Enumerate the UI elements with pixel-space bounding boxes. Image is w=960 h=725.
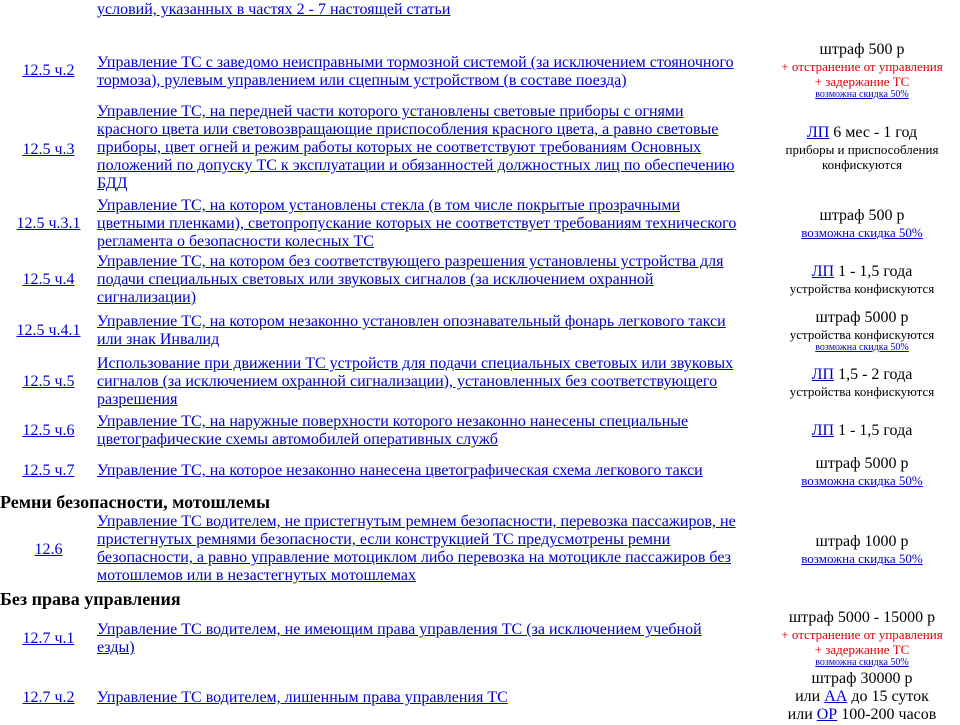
desc-line: БДД [97,175,128,192]
article-code-link[interactable]: 12.5 ч.7 [22,462,75,479]
article-code-12-5-5[interactable] [0,373,97,391]
penalty-term: 1 - 1,5 года [838,422,913,439]
desc-line: мотошлемов или в незастегнутых мотошлемах [97,567,417,584]
desc-line: тормоза), рулевым управлением или сцепным устройством (в составе поезда) [97,72,627,89]
desc-line: разрешения [97,391,178,408]
penalty-12-5-3-1 [764,207,960,240]
article-desc-12-5-3[interactable] [97,103,757,193]
penalty-extra: + задержание ТС [814,642,910,657]
penalty-note: приборы и приспособления [785,142,939,157]
desc-line: Управление ТС водителем, лишенным права управления ТС [97,689,508,706]
penalty-community-work [764,706,960,724]
or-link[interactable]: ОР [816,706,838,723]
desc-line: Управление ТС водителем, не пристегнутым ремнем безопасности, перевозка пассажиров, не [97,513,736,530]
desc-line: Управление ТС, на котором незаконно установлен опознавательный фонарь легкового такси [97,313,726,330]
article-code-link[interactable]: 12.6 [34,541,63,558]
penalty-12-7-1 [764,609,960,669]
desc-line: сигнализации) [97,289,197,306]
penalty-12-5-2 [764,41,960,101]
penalty-fine: штраф 500 р [819,41,905,58]
desc-line: приборы, цвет огней и режим работы которых не соответствуют требованиям Основных [97,139,702,156]
penalty-fine: штраф 5000 р [815,455,909,472]
article-code-link[interactable]: 12.5 ч.3 [22,141,75,158]
desc-line: Управление ТС, на передней части которого установлены световые приборы с огнями [97,103,684,120]
penalty-term: 1,5 - 2 года [838,366,913,383]
penalty-arrest [764,688,960,706]
penalty-note: конфискуются [821,157,903,172]
lp-link[interactable]: ЛП [811,422,835,439]
article-code-link[interactable]: 12.5 ч.3.1 [16,215,81,232]
penalty-extra: + задержание ТС [814,74,910,89]
penalty-12-5-6 [764,422,960,440]
arrest-term: до 15 суток [851,688,929,705]
penalty-fine: штраф 5000 - 15000 р [788,609,936,626]
article-code-12-7-1[interactable] [0,630,97,648]
or-word: или [795,688,821,705]
article-code-link[interactable]: 12.5 ч.5 [22,373,75,390]
penalty-extra: + отстранение от управления [781,59,943,74]
penalty-lp [764,422,960,440]
penalty-extra: + отстранение от управления [781,627,943,642]
article-code-12-6[interactable] [0,541,97,559]
or-word: или [787,706,813,723]
desc-line: сигналов (за исключением охранной сигнализации), установленных без соответствующего [97,373,718,390]
lp-link[interactable]: ЛП [811,366,835,383]
article-desc-12-5-7[interactable] [97,462,757,480]
article-desc-12-5-6[interactable] [97,413,757,449]
desc-line: Управление ТС, на которое незаконно нанесена цветографическая схема легкового такси [97,462,703,479]
discount-link[interactable]: возможна скидка 50% [801,225,923,240]
desc-line: подачи специальных световых или звуковых сигналов (за исключением охранной [97,271,654,288]
desc-line: положений по допуску ТС к эксплуатации и обязанностей должностных лиц по обеспечению [97,157,735,174]
desc-line: Управление ТС с заведомо неисправными тормозной системой (за исключением стояночного [97,54,734,71]
article-code-12-5-3-1[interactable] [0,215,97,233]
article-desc-12-7-2[interactable] [97,689,757,707]
penalty-note: устройства конфискуются [789,384,935,399]
penalty-fine: штраф 500 р [819,207,905,224]
section-heading-belts: Ремни безопасности, мотошлемы [0,492,271,512]
desc-line: Управление ТС, на наружные поверхности которого незаконно нанесены специальные [97,413,689,430]
penalty-12-7-2 [764,670,960,724]
work-term: 100-200 часов [841,706,937,723]
penalty-note: устройства конфискуются [789,327,935,342]
penalty-lp [764,366,960,384]
desc-line: Управление ТС водителем, не имеющим права управления ТС (за исключением учебной [97,621,702,638]
desc-line: регламента о безопасности колесных ТС [97,233,374,250]
desc-line: безопасности, а равно управление мотоциклом либо перевозка на мотоцикле пассажиров без [97,549,731,566]
article-desc-12-5-4-1[interactable] [97,313,757,349]
article-code-link[interactable]: 12.7 ч.1 [22,630,75,647]
article-desc-12-7-1[interactable] [97,621,757,657]
penalty-12-5-4 [764,263,960,296]
discount-link[interactable]: возможна скидка 50% [815,657,909,668]
penalty-note: устройства конфискуются [789,281,935,296]
desc-line: цветографические схемы автомобилей оперативных служб [97,431,498,448]
article-code-12-7-2[interactable] [0,689,97,707]
article-code-12-5-6[interactable] [0,422,97,440]
desc-line: цветными пленками), светопропускание которых не соответствует требованиям технического [97,215,737,232]
desc-line: условий, указанных в частях 2 - 7 настоящей статьи [97,1,451,18]
aa-link[interactable]: АА [824,688,848,705]
desc-line: пристегнутых ремнями безопасности, если конструкцией ТС предусмотрены ремни [97,531,671,548]
penalty-fine: штраф 30000 р [811,670,913,687]
desc-line: Использование при движении ТС устройств для подачи специальных световых или звуковых [97,355,734,372]
penalty-12-5-7 [764,455,960,488]
penalty-fine: штраф 5000 р [815,309,909,326]
discount-link[interactable]: возможна скидка 50% [815,89,909,100]
article-desc-12-5-3-1[interactable] [97,197,757,251]
desc-line: красного цвета или световозвращающие приспособления красного цвета, а равно световые [97,121,719,138]
article-code-12-5-4-1[interactable] [0,322,97,340]
article-code-12-5-3[interactable] [0,141,97,159]
article-code-12-5-4[interactable] [0,271,97,289]
penalty-fine: штраф 1000 р [815,533,909,550]
article-code-12-5-7[interactable] [0,462,97,480]
discount-link[interactable]: возможна скидка 50% [801,473,923,488]
article-desc-12-5-2[interactable] [97,54,757,90]
discount-link[interactable]: возможна скидка 50% [801,551,923,566]
top-fragment-link[interactable] [97,1,757,19]
desc-line: Управление ТС, на котором установлены стекла (в том числе покрытые прозрачными [97,197,681,214]
penalty-12-5-4-1 [764,309,960,354]
penalty-term: 1 - 1,5 года [838,263,913,280]
desc-line: езды) [97,639,135,656]
article-code-link[interactable]: 12.5 ч.4.1 [16,322,81,339]
article-code-link[interactable]: 12.5 ч.4 [22,271,75,288]
lp-link[interactable]: ЛП [811,263,835,280]
article-desc-12-6[interactable] [97,513,757,585]
penalty-12-5-5 [764,366,960,399]
article-code-link[interactable]: 12.5 ч.2 [22,62,75,79]
discount-link[interactable]: возможна скидка 50% [815,342,909,353]
penalty-lp [764,124,960,142]
penalty-term: 6 мес - 1 год [833,124,918,141]
desc-line: Управление ТС, на котором без соответствующего разрешения установлены устройства для [97,253,724,270]
article-desc-12-5-4[interactable] [97,253,757,307]
article-desc-12-5-5[interactable] [97,355,757,409]
penalty-lp [764,263,960,281]
lp-link[interactable]: ЛП [806,124,830,141]
penalty-12-5-3 [764,124,960,172]
article-code-link[interactable]: 12.5 ч.6 [22,422,75,439]
desc-line: или знак Инвалид [97,331,220,348]
article-code-link[interactable]: 12.7 ч.2 [22,689,75,706]
section-heading-no-license: Без права управления [0,589,181,609]
penalty-12-6 [764,533,960,566]
article-code-12-5-2[interactable] [0,62,97,80]
